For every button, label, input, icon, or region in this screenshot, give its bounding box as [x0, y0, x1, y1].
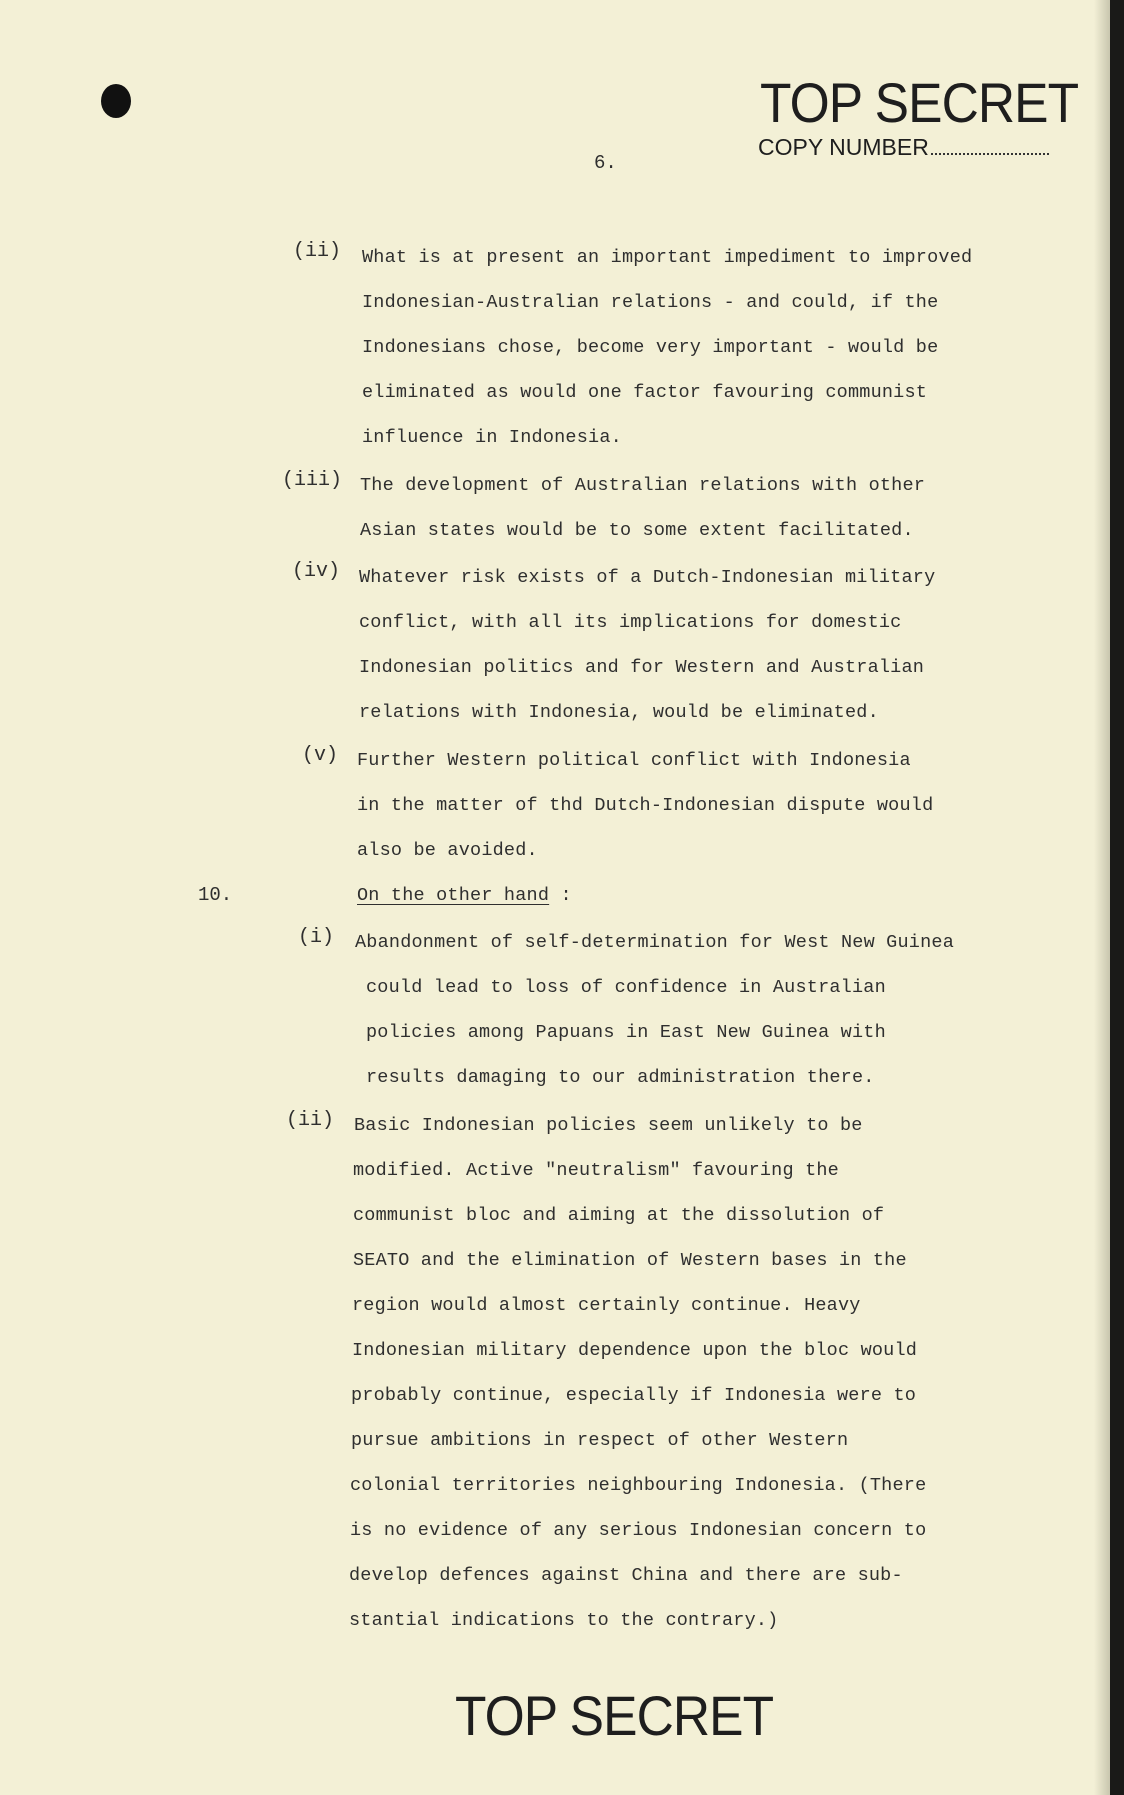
top-secret-stamp: TOP SECRET [760, 71, 1079, 134]
item-marker: (ii) [293, 240, 342, 263]
page-number: 6. [594, 152, 617, 174]
text-line: Indonesian military dependence upon the bloc would [352, 1340, 918, 1361]
item-marker: (ii) [286, 1109, 335, 1132]
paragraph-heading-suffix: : [549, 885, 572, 906]
text-line: Abandonment of self-determination for West New Guinea [355, 932, 954, 953]
text-line: Further Western political conflict with Indonesia [357, 750, 911, 771]
text-line: Asian states would be to some extent facilitated. [360, 520, 914, 541]
punch-hole-mark [101, 84, 131, 118]
text-line: modified. Active "neutralism" favouring the [353, 1160, 839, 1181]
text-line: SEATO and the elimination of Western bases in the [353, 1250, 907, 1271]
text-line: region would almost certainly continue. Heavy [352, 1295, 861, 1316]
text-line: The development of Australian relations with other [360, 475, 926, 496]
text-line: relations with Indonesia, would be eliminated. [359, 702, 879, 723]
text-line: Indonesian politics and for Western and Australian [359, 657, 925, 678]
text-line: also be avoided. [357, 840, 538, 861]
copy-number-label: COPY NUMBER [758, 134, 929, 160]
text-line: What is at present an important impediment to improved [362, 247, 973, 268]
copy-number-stamp [758, 134, 1049, 161]
text-line: is no evidence of any serious Indonesian concern to [350, 1520, 927, 1541]
item-marker: (v) [302, 744, 339, 767]
text-line: pursue ambitions in respect of other Western [351, 1430, 849, 1451]
text-line: eliminated as would one factor favouring communist [362, 382, 928, 403]
text-line: probably continue, especially if Indonesia were to [351, 1385, 917, 1406]
text-line: Indonesian-Australian relations - and could, if the [362, 292, 939, 313]
top-secret-stamp-bottom: TOP SECRET [455, 1684, 774, 1747]
text-line: conflict, with all its implications for domestic [359, 612, 902, 633]
item-marker: (i) [298, 926, 335, 949]
text-line: results damaging to our administration there. [366, 1067, 875, 1088]
text-line: Indonesians chose, become very important - would be [362, 337, 939, 358]
text-line: stantial indications to the contrary.) [349, 1610, 779, 1631]
text-line: Whatever risk exists of a Dutch-Indonesian military [359, 567, 936, 588]
item-marker: (iv) [292, 560, 341, 583]
text-line: in the matter of thd Dutch-Indonesian dispute would [357, 795, 934, 816]
text-line: communist bloc and aiming at the dissolution of [353, 1205, 885, 1226]
text-line: influence in Indonesia. [362, 427, 622, 448]
text-line: Basic Indonesian policies seem unlikely to be [354, 1115, 863, 1136]
text-line: could lead to loss of confidence in Australian [366, 977, 886, 998]
text-line: develop defences against China and there are sub- [349, 1565, 903, 1586]
text-line: policies among Papuans in East New Guinea with [366, 1022, 886, 1043]
item-marker: (iii) [282, 469, 343, 492]
paragraph-heading [357, 885, 572, 906]
paragraph-number: 10. [198, 884, 233, 906]
paragraph-heading-text: On the other hand [357, 885, 550, 906]
copy-number-blank [931, 153, 1049, 155]
text-line: colonial territories neighbouring Indonesia. (There [350, 1475, 927, 1496]
